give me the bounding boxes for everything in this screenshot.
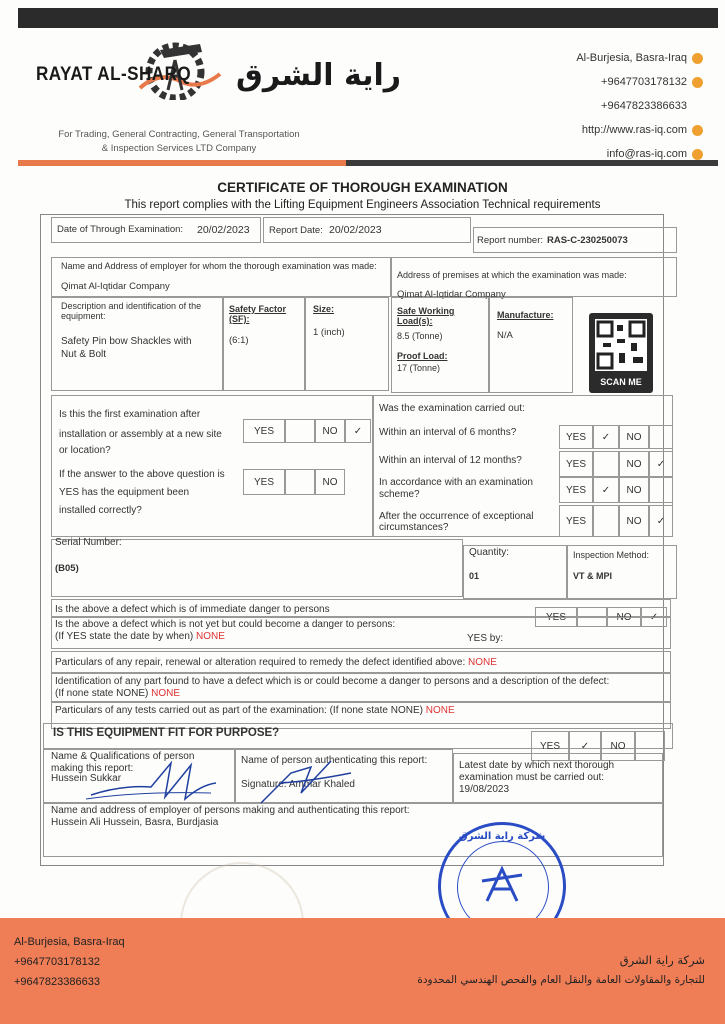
qr-code[interactable]	[589, 313, 653, 393]
footer-phone-2: +9647823386633	[14, 976, 100, 988]
q1-line-3: or location?	[59, 445, 111, 456]
tagline-line-2: & Inspection Services LTD Company	[101, 143, 257, 154]
header-website-text: http://www.ras-iq.com	[581, 124, 687, 136]
equipment-desc-value-2: Nut & Bolt	[61, 349, 107, 360]
location-pin-icon	[692, 53, 703, 64]
q2-yes-box[interactable]	[285, 469, 315, 495]
mail-icon	[692, 149, 703, 160]
q1-yes-box[interactable]	[285, 419, 315, 443]
interval-6-no-box[interactable]	[649, 425, 673, 449]
exceptional-no-check[interactable]: ✓	[649, 505, 673, 537]
footer-arabic	[417, 950, 705, 990]
carried-out-label: Was the examination carried out:	[379, 403, 525, 414]
identification-label-1: Identification of any part found to have a defect which is or could become a danger to persons and a description of the defect:	[55, 676, 610, 687]
serial-value: (B05)	[55, 563, 79, 574]
employer-persons-value: Hussein Ali Hussein, Basra, Burdjasia	[51, 817, 219, 828]
q1-line-1: Is this the first examination after	[59, 409, 201, 420]
header-phone-2: +9647823386633	[601, 100, 687, 112]
proof-label: Proof Load:	[397, 351, 448, 361]
interval-12-no-check[interactable]: ✓	[649, 451, 673, 477]
equipment-desc-value-1: Safety Pin bow Shackles with	[61, 336, 192, 347]
scheme-no[interactable]: NO	[619, 477, 649, 503]
footer-address: Al-Burjesia, Basra-Iraq	[14, 936, 125, 948]
footer-contact	[14, 932, 125, 992]
premises-label: Address of premises at which the examination was made:	[397, 270, 627, 280]
scan-me-label: SCAN ME	[600, 377, 642, 387]
fit-question: IS THIS EQUIPMENT FIT FOR PURPOSE?	[53, 727, 280, 739]
exceptional-yes[interactable]: YES	[559, 505, 593, 537]
certificate-title: CERTIFICATE OF THOROUGH EXAMINATION	[217, 180, 508, 195]
serial-label: Serial Number:	[55, 537, 122, 548]
scheme-label-2: scheme?	[379, 489, 420, 500]
top-bar	[18, 8, 718, 28]
tests-label	[55, 705, 455, 717]
phone-icon	[692, 77, 703, 88]
defect-future-label-2-text: (If YES state the date by when)	[55, 631, 194, 642]
globe-icon	[692, 125, 703, 136]
fit-yes-check[interactable]: ✓	[569, 731, 601, 761]
maker-label-2: making this report:	[51, 763, 134, 774]
tests-none: NONE	[425, 705, 455, 716]
defect-immediate-label: Is the above a defect which is of immediate danger to persons	[55, 604, 330, 615]
header-address	[576, 52, 703, 64]
q2-line-2: YES has the equipment been	[59, 487, 190, 498]
q2-line-1: If the answer to the above question is	[59, 469, 225, 480]
tagline-line-1: For Trading, General Contracting, General Transportation	[58, 129, 300, 140]
tests-label-text: Particulars of any tests carried out as part of the examination: (If none state NONE)	[55, 705, 423, 716]
manufacture-label: Manufacture:	[497, 310, 554, 320]
repair-none: NONE	[468, 657, 497, 668]
header-website	[582, 124, 703, 136]
header-address-text: Al-Burjesia, Basra-Iraq	[576, 52, 687, 64]
interval-12-no[interactable]: NO	[619, 451, 649, 477]
scheme-label-1: In accordance with an examination	[379, 477, 533, 488]
q1-no[interactable]: NO	[315, 419, 345, 443]
certificate-subtitle: This report complies with the Lifting Equipment Engineers Association Technical requirements	[124, 199, 601, 211]
identification-label-2-text: (If none state NONE)	[55, 688, 149, 699]
header-email	[607, 148, 703, 160]
auth-label: Name of person authenticating this report:	[241, 755, 428, 766]
equipment-desc-label: Description and identification of the equipment:	[61, 301, 202, 321]
safety-factor-label: Safety Factor (SF):	[229, 304, 287, 324]
defect-future-label-1: Is the above a defect which is not yet but could become a danger to persons:	[55, 619, 396, 630]
latest-value: 19/08/2023	[459, 784, 510, 795]
repair-label-text: Particulars of any repair, renewal or alteration required to remedy the defect identified above:	[55, 657, 466, 668]
defect-future-label-2	[55, 631, 225, 643]
employer-value: Qimat Al-Iqtidar Company	[61, 281, 170, 292]
defect-immediate-no-check[interactable]: ✓	[641, 607, 667, 627]
report-number-value: RAS-C-230250073	[547, 235, 628, 246]
latest-label-2: examination must be carried out:	[459, 772, 605, 783]
swl-label: Safe Working Load(s):	[397, 306, 455, 326]
header-phone-1-text: +9647703178132	[601, 76, 687, 88]
date-exam-label: Date of Through Examination:	[57, 224, 184, 235]
q1-no-check[interactable]: ✓	[345, 419, 371, 443]
scheme-yes[interactable]: YES	[559, 477, 593, 503]
examination-form	[40, 214, 664, 866]
yes-by-label: YES by:	[467, 633, 504, 644]
size-value: 1 (inch)	[313, 327, 345, 338]
footer-arabic-2: للتجارة والمقاولات العامة والنقل العام والفحص الهندسي المحدودة	[417, 974, 705, 986]
footer-arabic-1: شركة راية الشرق	[619, 953, 705, 967]
exceptional-no[interactable]: NO	[619, 505, 649, 537]
footer-phone-1: +9647703178132	[14, 956, 100, 968]
q2-line-3: installed correctly?	[59, 505, 142, 516]
report-date-label: Report Date:	[269, 225, 323, 236]
interval-12-yes[interactable]: YES	[559, 451, 593, 477]
report-date-value: 20/02/2023	[329, 224, 382, 236]
safety-factor-value: (6:1)	[229, 335, 249, 346]
auth-signature: Signature: Ammar Khaled	[241, 779, 355, 790]
q2-no[interactable]: NO	[315, 469, 345, 495]
stamp-text-top: شركة راية الشرق	[458, 831, 546, 842]
defect-future-none: NONE	[196, 631, 225, 642]
premises-value: Qimat Al-Iqtidar Company	[397, 289, 506, 300]
maker-label-1: Name & Qualifications of person	[51, 751, 195, 762]
header-email-text: info@ras-iq.com	[606, 148, 687, 160]
q1-yes[interactable]: YES	[243, 419, 285, 443]
defect-immediate-no[interactable]: NO	[607, 607, 641, 627]
auth-signature-mark	[251, 753, 361, 813]
brand-name: RAYAT AL-SHARQ	[36, 64, 192, 85]
identification-none: NONE	[151, 688, 181, 699]
defect-immediate-yes[interactable]: YES	[535, 607, 577, 627]
proof-value: 17 (Tonne)	[397, 363, 441, 373]
stamp-derrick-icon	[477, 861, 527, 911]
header-stripe-orange	[18, 160, 346, 166]
method-value: VT & MPI	[573, 571, 613, 581]
date-exam-value: 20/02/2023	[197, 224, 250, 236]
quantity-label: Quantity:	[469, 547, 510, 558]
identification-label-2	[55, 688, 180, 700]
maker-signature	[81, 755, 221, 805]
employer-label: Name and Address of employer for whom the thorough examination was made:	[61, 261, 377, 271]
header-stripe-dark	[346, 160, 718, 166]
scheme-no-box[interactable]	[649, 477, 673, 503]
latest-label-1: Latest date by which next thorough	[459, 760, 615, 771]
scheme-yes-check[interactable]: ✓	[593, 477, 619, 503]
repair-label	[55, 657, 497, 669]
fit-yes[interactable]: YES	[531, 731, 569, 761]
interval-12-label: Within an interval of 12 months?	[379, 455, 522, 466]
interval-6-label: Within an interval of 6 months?	[379, 427, 517, 438]
exceptional-yes-box[interactable]	[593, 505, 619, 537]
brand-name-ar: راية الشرق	[236, 58, 402, 93]
quantity-value: 01	[469, 571, 480, 581]
maker-value: Hussein Sukkar	[51, 773, 122, 784]
method-label: Inspection Method:	[573, 550, 650, 560]
interval-6-yes-check[interactable]: ✓	[593, 425, 619, 449]
size-label: Size:	[313, 304, 335, 314]
manufacture-value: N/A	[497, 330, 513, 341]
employer-persons-label: Name and address of employer of persons making and authenticating this report:	[51, 805, 410, 816]
qr-code-icon	[595, 319, 647, 371]
swl-value: 8.5 (Tonne)	[397, 331, 443, 341]
interval-6-no[interactable]: NO	[619, 425, 649, 449]
fit-no[interactable]: NO	[601, 731, 635, 761]
exceptional-label-2: circumstances?	[379, 522, 449, 533]
exceptional-label-1: After the occurrence of exceptional	[379, 511, 534, 522]
interval-12-yes-box[interactable]	[593, 451, 619, 477]
q1-line-2: installation or assembly at a new site	[59, 429, 222, 440]
interval-6-yes[interactable]: YES	[559, 425, 593, 449]
q2-yes[interactable]: YES	[243, 469, 285, 495]
header-phone-1	[601, 76, 703, 88]
company-tagline	[34, 128, 324, 156]
report-number-label: Report number:	[477, 235, 544, 246]
